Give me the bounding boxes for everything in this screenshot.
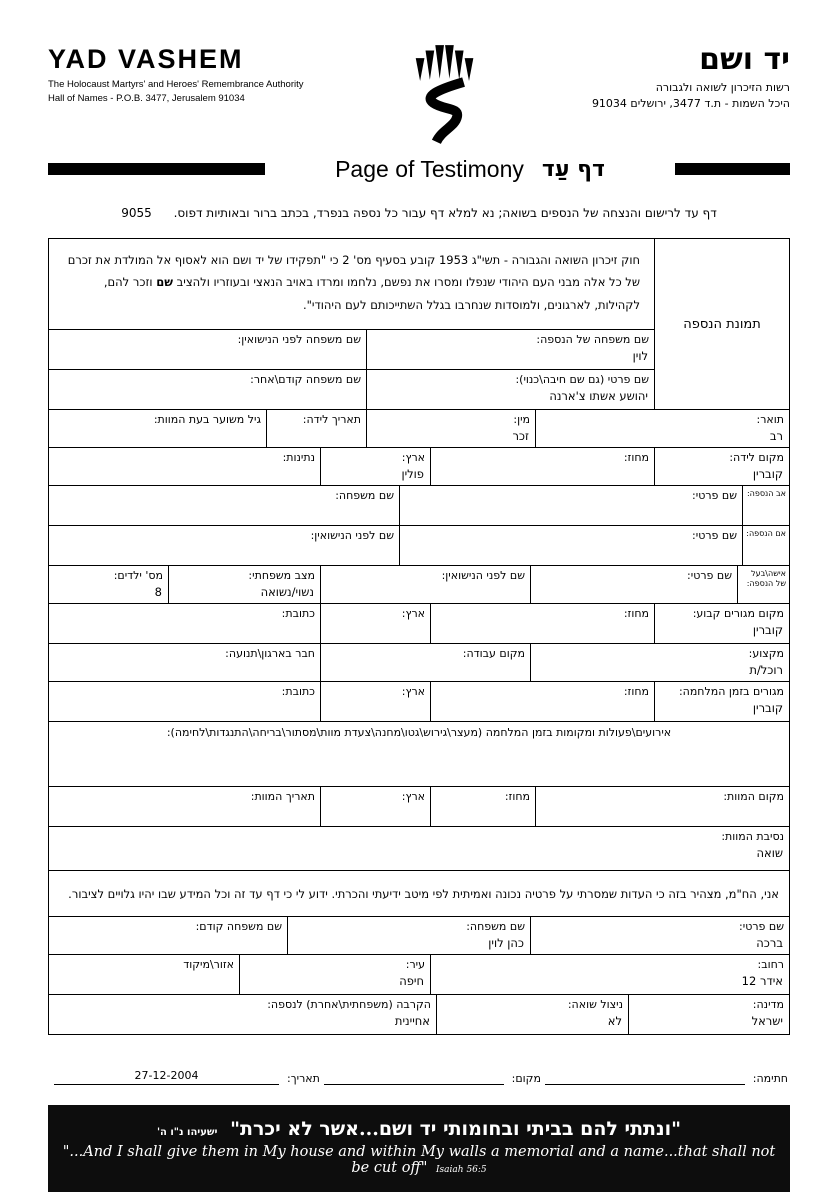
bottom-quote-banner bbox=[48, 1105, 790, 1192]
quote-hebrew: "ונתתי להם בביתי ובחומותי יד ושם...אשר לא יכרת" bbox=[230, 1118, 682, 1140]
field-label: מחוז: bbox=[623, 451, 649, 464]
field-value: רוכל/ת bbox=[749, 663, 783, 677]
testimony-form-table bbox=[48, 238, 790, 1035]
row-death-circumstances bbox=[49, 826, 789, 870]
header-subtitle-en-2: Hall of Names - P.O.B. 3477, Jerusalem 91034 bbox=[48, 92, 245, 104]
field-birth-country bbox=[320, 448, 430, 485]
field-label: מקום המוות: bbox=[723, 790, 784, 803]
field-holocaust-survivor bbox=[436, 995, 628, 1034]
field-value: נשוי/נשואה bbox=[260, 585, 314, 599]
field-value: רב bbox=[769, 429, 783, 443]
field-wartime-residence bbox=[654, 682, 789, 721]
header-hebrew-block bbox=[540, 44, 790, 144]
row-first-name bbox=[49, 369, 654, 409]
yad-vashem-wordmark-en: YAD VASHEM bbox=[48, 44, 244, 74]
field-number-of-children bbox=[49, 566, 168, 603]
field-label: מקום מגורים קבוע: bbox=[692, 607, 784, 620]
field-birth-district bbox=[430, 448, 654, 485]
field-label: מקום עבודה: bbox=[462, 647, 525, 660]
field-value bbox=[49, 346, 366, 349]
field-label: תאריך המוות: bbox=[250, 790, 315, 803]
field-wartime-country bbox=[320, 682, 430, 721]
field-label: מחוז: bbox=[623, 685, 649, 698]
field-label: נתינות: bbox=[282, 451, 315, 464]
field-residence-country bbox=[628, 995, 789, 1034]
field-marital-status bbox=[168, 566, 320, 603]
field-label: שם משפחה קודם\אחר: bbox=[250, 373, 361, 386]
field-submitter-first-name bbox=[530, 917, 789, 954]
field-mother-maiden-name bbox=[49, 526, 399, 565]
field-label: תואר: bbox=[756, 413, 784, 426]
instruction-line bbox=[48, 206, 790, 220]
field-value: אידר 12 bbox=[741, 974, 783, 988]
field-maiden-name bbox=[49, 330, 366, 369]
field-label: מצב משפחתי: bbox=[248, 569, 315, 582]
legal-text-part1: חוק זיכרון השואה והגבורה - תשי"ג 1953 קובע בסעיף מס' 2 כי "תפקידו של יד ושם הוא לאסוף אל המולדת את זכרם של כל אלה מבני העם היהודי שנפלו ומסרו את נפשם, נלחמו ומרדו באויב הנאצי ובעוזריו ולהציב bbox=[67, 253, 640, 290]
field-label: נסיבת המוות: bbox=[721, 830, 784, 843]
field-label: גיל משוער בעת המוות: bbox=[153, 413, 261, 426]
field-workplace bbox=[320, 644, 530, 681]
form-number: 9055 bbox=[121, 206, 152, 220]
field-death-place bbox=[535, 787, 789, 826]
header-subtitle-en-1: The Holocaust Martyrs' and Heroes' Remembrance Authority bbox=[48, 79, 304, 90]
field-city bbox=[239, 955, 430, 994]
field-label: שם לפני הנישואין: bbox=[310, 529, 394, 542]
field-spouse-maiden-name bbox=[320, 566, 530, 603]
field-label: אב הנספה: bbox=[746, 489, 786, 498]
legal-text-part2: וזכר להם, לקהילות, לארגונים, ולמוסדות שנחרבו בגלל השתייכותם לעם היהודי". bbox=[103, 275, 640, 312]
quote-hebrew-source: ישעיהו נ"ו ה' bbox=[156, 1127, 218, 1138]
field-label: כתובת: bbox=[281, 607, 315, 620]
row-permanent-residence bbox=[49, 603, 789, 643]
field-submitter-surname bbox=[287, 917, 530, 954]
row-submitter-address bbox=[49, 954, 789, 994]
field-value: כהן לוין bbox=[488, 936, 524, 950]
header-english-block bbox=[48, 44, 348, 144]
row-birth-place bbox=[49, 447, 789, 485]
field-zip bbox=[49, 955, 239, 994]
victim-photo-cell bbox=[654, 239, 789, 409]
title-divider-left bbox=[48, 163, 265, 175]
field-label: שם לפני הנישואין: bbox=[441, 569, 525, 582]
legal-text-bold: שם bbox=[156, 275, 173, 290]
field-label: רחוב: bbox=[757, 958, 784, 971]
field-value: לוין bbox=[632, 349, 648, 363]
field-label: ארץ: bbox=[401, 451, 425, 464]
field-value: לא bbox=[607, 1014, 622, 1028]
field-death-district bbox=[430, 787, 535, 826]
quote-english: "...And I shall give them in My house and within My walls a memorial and a name...that shall not be cut off" bbox=[62, 1144, 776, 1176]
place-label: מקום: bbox=[511, 1072, 541, 1085]
field-street bbox=[430, 955, 789, 994]
page-title-en: Page of Testimony bbox=[335, 155, 524, 182]
field-permanent-district bbox=[430, 604, 654, 643]
field-value: 8 bbox=[154, 585, 162, 599]
field-birth-place bbox=[654, 448, 789, 485]
row-place-of-death bbox=[49, 786, 789, 826]
declaration-sentence: אני, הח"מ, מצהיר בזה כי העדות שמסרתי על פרטיה נכונה ואמיתית לפי מיטב ידיעתי והכרתי. ידוע לי כי דף עד זה וכל המידע שבו יהיו גלויים לציבור. bbox=[68, 886, 779, 901]
date-line bbox=[54, 1069, 279, 1085]
field-value: קוברין bbox=[752, 701, 783, 715]
legal-text bbox=[49, 239, 654, 329]
field-value: יהושע אשתו צ'ארנה bbox=[549, 389, 648, 403]
date-field bbox=[54, 1069, 320, 1085]
field-value: זכר bbox=[512, 429, 529, 443]
field-mother-first-name bbox=[399, 526, 742, 565]
field-profession bbox=[530, 644, 789, 681]
header-subtitle-he-1: רשות הזיכרון לשואה ולגבורה bbox=[655, 80, 790, 94]
field-value: ישראל bbox=[751, 1014, 783, 1028]
field-label: עיר: bbox=[405, 958, 425, 971]
field-label: אירועים\פעולות ומקומות בזמן המלחמה (מעצר\גירוש\גטו\מחנה\צעדת מוות\מסתור\בריחה\התנגדות\לחימה): bbox=[166, 726, 672, 739]
field-label: שם פרטי: bbox=[692, 529, 737, 542]
field-father-header bbox=[742, 486, 789, 525]
field-label: הקרבה (משפחתית\אחרת) לנספה: bbox=[267, 998, 431, 1011]
field-relation-to-victim bbox=[49, 995, 436, 1034]
field-value: ברכה bbox=[756, 936, 783, 950]
field-label: אם הנספה: bbox=[746, 529, 786, 538]
date-value: 27-12-2004 bbox=[134, 1069, 199, 1082]
field-label: אזור\מיקוד bbox=[183, 958, 234, 971]
field-value: פולין bbox=[401, 467, 424, 481]
title-divider-right bbox=[675, 163, 790, 175]
field-label: מחוז: bbox=[623, 607, 649, 620]
field-label: שם פרטי: bbox=[687, 569, 732, 582]
field-label: מקצוע: bbox=[748, 647, 784, 660]
quote-english-source: Isaiah 56:5 bbox=[436, 1165, 487, 1175]
field-label: מקום לידה: bbox=[729, 451, 784, 464]
declaration-text bbox=[49, 871, 789, 916]
row-victim-surname bbox=[49, 329, 654, 369]
field-label: ארץ: bbox=[401, 607, 425, 620]
field-label: שם משפחה לפני הנישואין: bbox=[237, 333, 361, 346]
row-spouse bbox=[49, 565, 789, 603]
header-subtitle-he-2: היכל השמות - ת.ד 3477, ירושלים 91034 bbox=[591, 97, 790, 110]
field-value: שואה bbox=[756, 846, 783, 860]
row-submitter-name bbox=[49, 916, 789, 954]
field-permanent-residence bbox=[654, 604, 789, 643]
instruction-text: דף עד לרישום והנצחה של הנספים בשואה; נא למלא דף עבור כל נספה בנפרד, בכתב ברור ובאותיות דפוס. bbox=[173, 206, 717, 220]
signature-field bbox=[545, 1069, 788, 1085]
field-death-country bbox=[320, 787, 430, 826]
field-label: שם פרטי (גם שם חיבה\כנוי): bbox=[515, 373, 649, 386]
field-previous-surname bbox=[49, 370, 366, 409]
place-field bbox=[324, 1069, 541, 1085]
menorah-logo-icon bbox=[389, 44, 499, 144]
field-spouse-header bbox=[737, 566, 789, 603]
field-label: מגורים בזמן המלחמה: bbox=[678, 685, 784, 698]
field-war-events bbox=[49, 722, 789, 786]
row-father bbox=[49, 485, 789, 525]
place-line bbox=[324, 1069, 504, 1085]
field-label: שם פרטי: bbox=[739, 920, 784, 933]
row-declaration bbox=[49, 870, 789, 916]
field-wartime-address bbox=[49, 682, 320, 721]
field-label: כתובת: bbox=[281, 685, 315, 698]
field-value: קוברין bbox=[752, 467, 783, 481]
form-top-block bbox=[49, 239, 789, 409]
field-wartime-district bbox=[430, 682, 654, 721]
field-estimated-age bbox=[49, 410, 266, 447]
field-label: שם משפחה: bbox=[335, 489, 394, 502]
date-label: תאריך: bbox=[287, 1072, 320, 1085]
row-war-events bbox=[49, 721, 789, 786]
row-profession bbox=[49, 643, 789, 681]
field-label: ניצול שואה: bbox=[567, 998, 623, 1011]
field-value: קוברין bbox=[752, 623, 783, 637]
field-birth-date bbox=[266, 410, 366, 447]
signature-row bbox=[48, 1069, 790, 1085]
field-father-surname bbox=[49, 486, 399, 525]
field-title bbox=[535, 410, 789, 447]
field-label: מין: bbox=[513, 413, 530, 426]
field-label: מדינה: bbox=[752, 998, 784, 1011]
field-death-circumstances bbox=[49, 827, 789, 870]
signature-line bbox=[545, 1069, 745, 1085]
field-label: ארץ: bbox=[401, 685, 425, 698]
field-spouse-first-name bbox=[530, 566, 737, 603]
page-title-he: דף עַד bbox=[541, 156, 605, 182]
row-country-survivor-relation bbox=[49, 994, 789, 1034]
field-organization bbox=[49, 644, 320, 681]
field-submitter-previous-surname bbox=[49, 917, 287, 954]
row-mother bbox=[49, 525, 789, 565]
field-permanent-address bbox=[49, 604, 320, 643]
row-title-gender bbox=[49, 409, 789, 447]
field-citizenship bbox=[49, 448, 320, 485]
field-value bbox=[49, 386, 366, 389]
field-permanent-country bbox=[320, 604, 430, 643]
row-wartime-residence bbox=[49, 681, 789, 721]
field-gender bbox=[366, 410, 535, 447]
field-value: חיפה bbox=[399, 974, 424, 988]
photo-cell-label: תמונת הנספה bbox=[683, 316, 761, 332]
header bbox=[48, 0, 790, 144]
field-label: אישה\בעל של הנספה: bbox=[746, 569, 786, 588]
title-row bbox=[48, 154, 790, 184]
yad-vashem-wordmark-he: יד ושם bbox=[699, 42, 790, 77]
field-label: מחוז: bbox=[504, 790, 530, 803]
field-label: שם משפחה של הנספה: bbox=[536, 333, 649, 346]
field-victim-surname bbox=[366, 330, 654, 369]
field-label: שם פרטי: bbox=[692, 489, 737, 502]
field-value: אחיינית bbox=[394, 1014, 430, 1028]
field-mother-header bbox=[742, 526, 789, 565]
field-father-first-name bbox=[399, 486, 742, 525]
signature-label: חתימה: bbox=[752, 1072, 788, 1085]
field-label: שם משפחה קודם: bbox=[195, 920, 282, 933]
field-label: ארץ: bbox=[401, 790, 425, 803]
field-label: חבר בארגון\תנועה: bbox=[225, 647, 315, 660]
field-death-date bbox=[49, 787, 320, 826]
field-label: מס' ילדים: bbox=[113, 569, 163, 582]
field-first-name bbox=[366, 370, 654, 409]
field-label: שם משפחה: bbox=[466, 920, 525, 933]
field-label: תאריך לידה: bbox=[302, 413, 361, 426]
